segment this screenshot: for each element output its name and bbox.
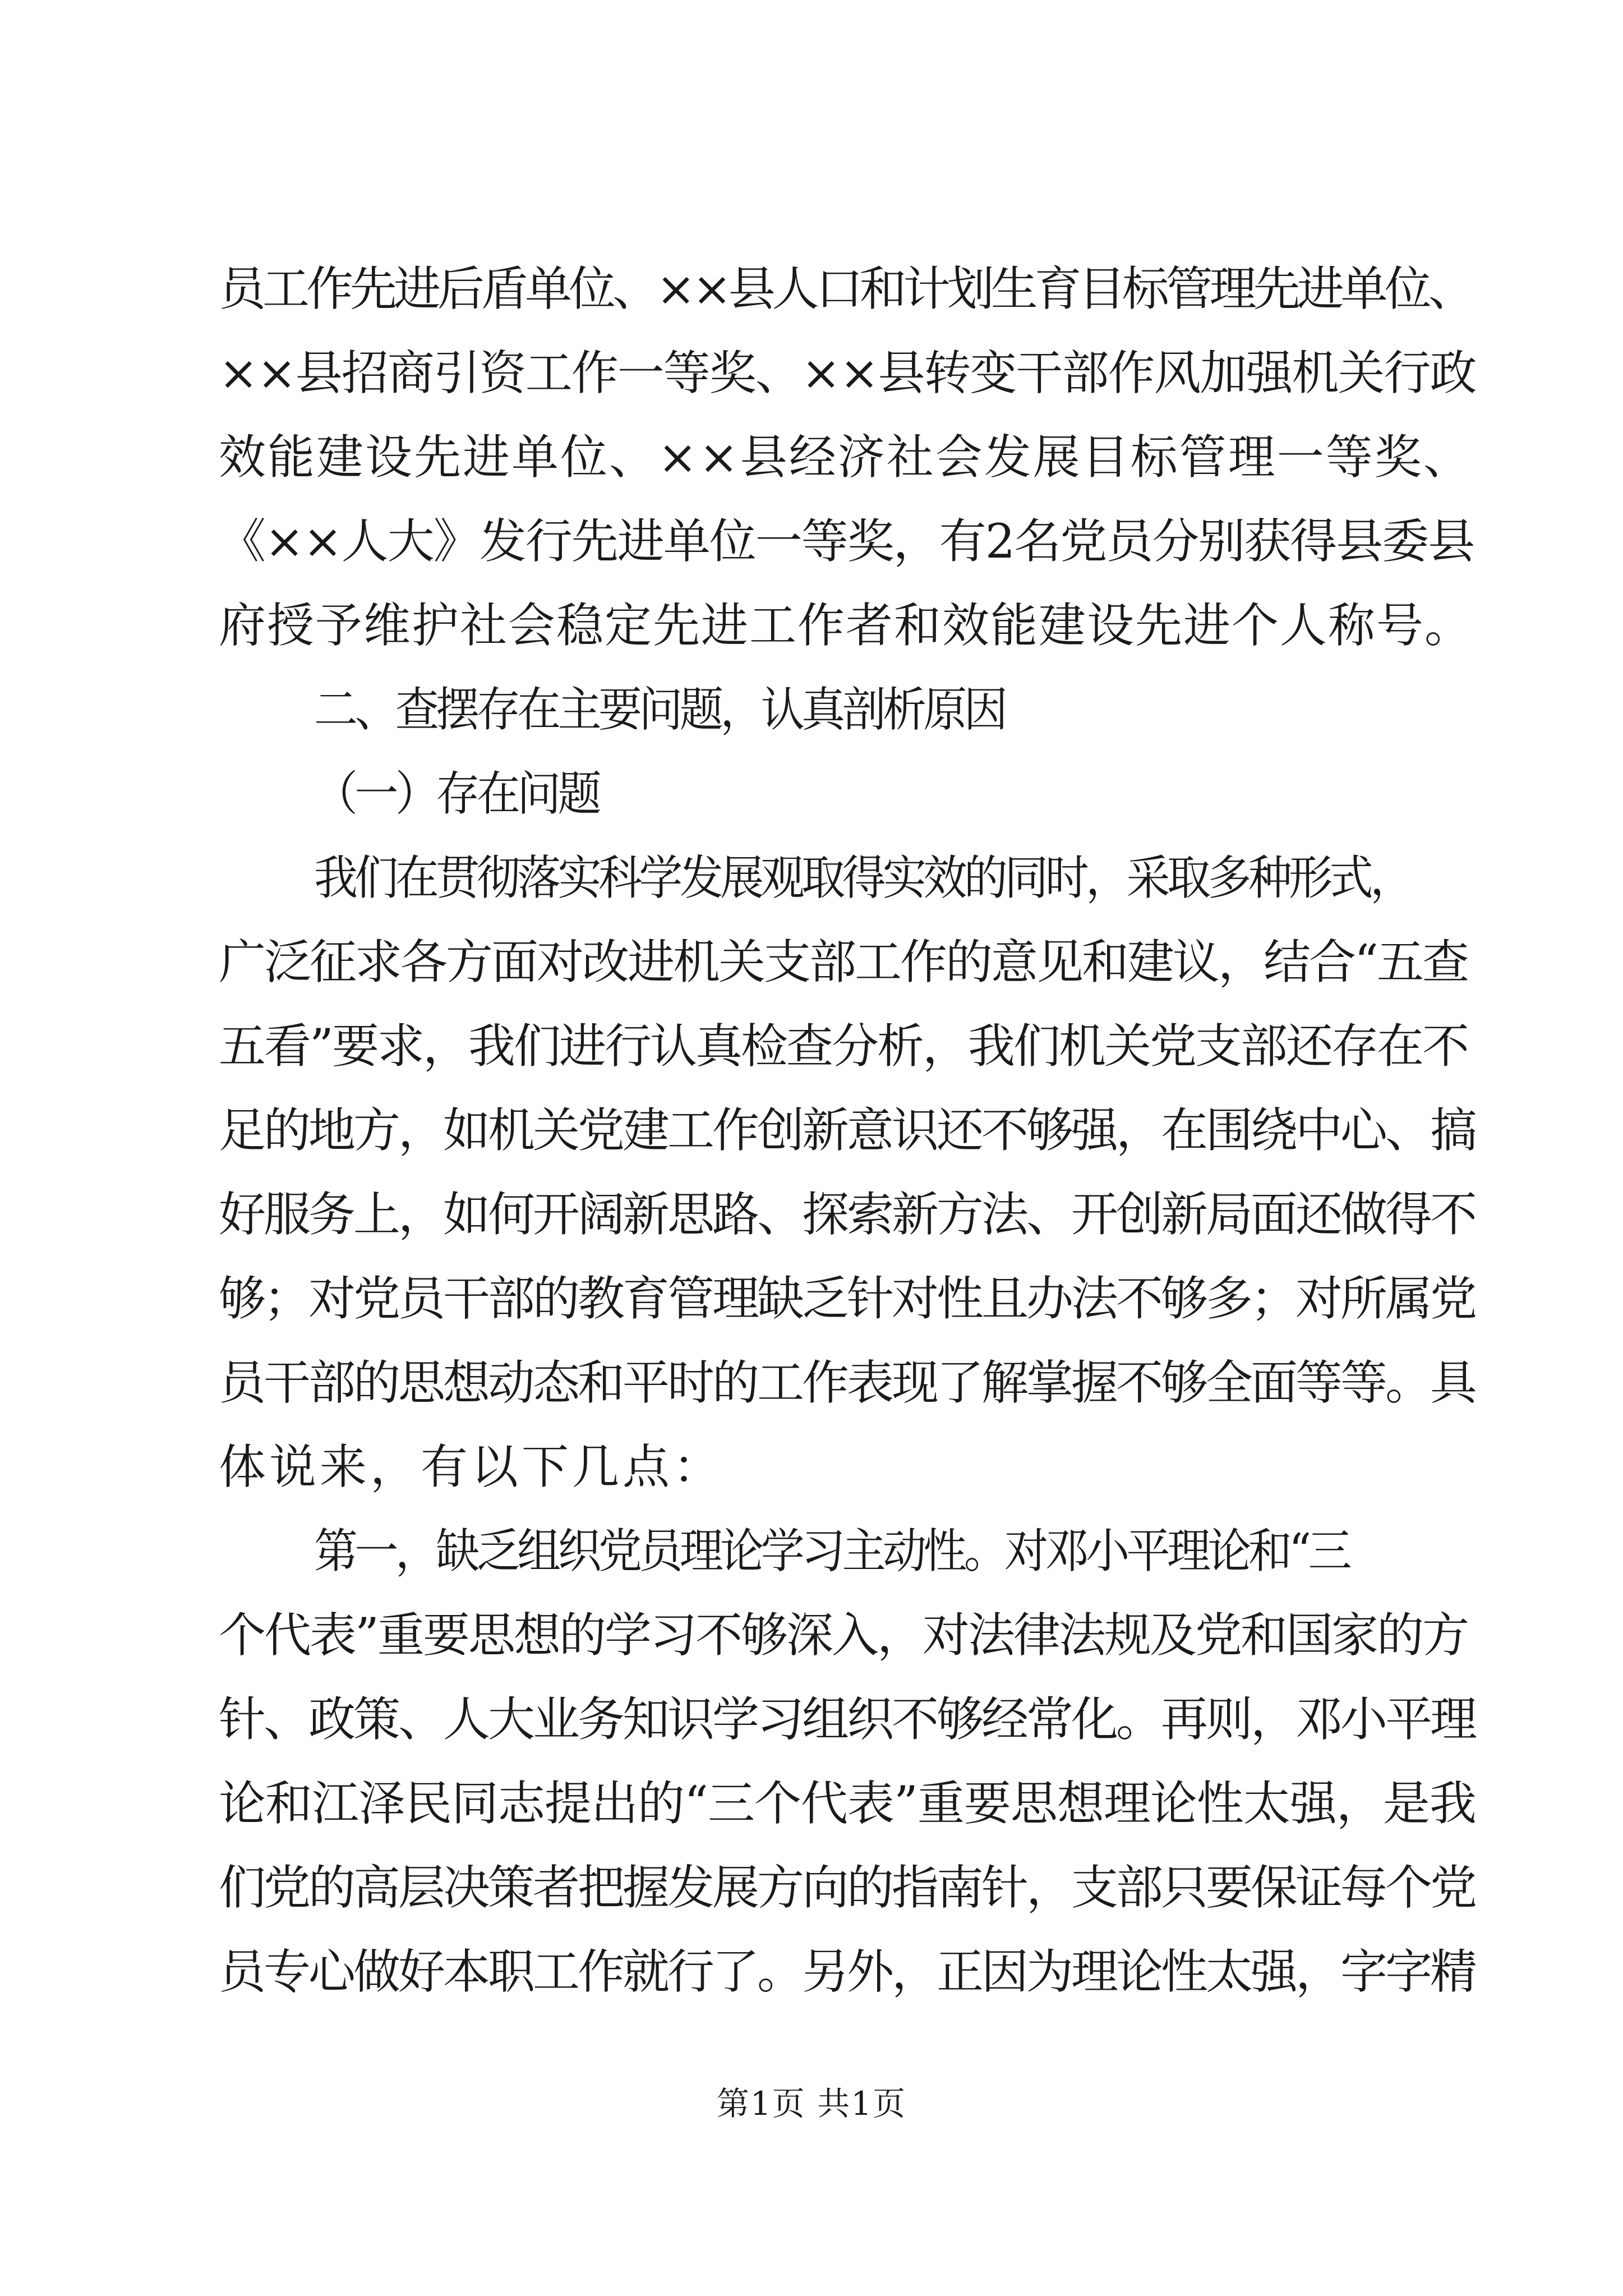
body-line: 个代表”重要思想的学习不够深入，对法律法规及党和国家的方 [219, 1608, 1468, 1663]
body-line: ××县招商引资工作一等奖、××县转变干部作风加强机关行政 [219, 346, 1476, 401]
body-line: 足的地方，如机关党建工作创新意识还不够强，在围绕中心、搞 [219, 1103, 1476, 1158]
body-line: 们党的高层决策者把握发展方向的指南针，支部只要保证每个党 [219, 1860, 1476, 1915]
body-line: 《××人大》发行先进单位一等奖，有2名党员分别获得县委县 [219, 514, 1474, 569]
body-line: 府授予维护社会稳定先进工作者和效能建设先进个人称号。 [219, 598, 1473, 653]
body-line: 广泛征求各方面对改进机关支部工作的意见和建议，结合“五查 [219, 935, 1468, 990]
body-line: 效能建设先进单位、××县经济社会发展目标管理一等奖、 [219, 430, 1472, 485]
body-line: 好服务上，如何开阔新思路、探索新方法、开创新局面还做得不 [219, 1187, 1476, 1242]
paragraph-start-line: 我们在贯彻落实科学发展观取得实效的同时，采取多种形式， [314, 850, 1411, 905]
body-line: 针、政策、人大业务知识学习组织不够经常化。再则，邓小平理 [219, 1692, 1476, 1747]
body-line: 够；对党员干部的教育管理缺乏针对性且办法不够多；对所属党 [219, 1271, 1476, 1326]
section-heading: 二、查摆存在主要问题，认真剖析原因 [314, 682, 1005, 737]
page-footer: 第1页 共1页 [716, 2085, 907, 2123]
body-line: 员专心做好本职工作就行了。另外，正因为理论性太强，字字精 [219, 1944, 1476, 1999]
subsection-heading: （一）存在问题 [314, 766, 599, 821]
body-line: 论和江泽民同志提出的“三个代表”重要思想理论性太强，是我 [219, 1776, 1476, 1831]
body-line: 五看”要求，我们进行认真检查分析，我们机关党支部还存在不 [219, 1019, 1468, 1074]
body-line: 员干部的思想动态和平时的工作表现了解掌握不够全面等等。具 [219, 1355, 1476, 1410]
paragraph-start-line: 第一，缺乏组织党员理论学习主动性。对邓小平理论和“三 [314, 1524, 1349, 1579]
body-line: 体说来，有以下几点： [219, 1439, 724, 1494]
body-line: 员工作先进后盾单位、××县人口和计划生育目标管理先进单位、 [219, 261, 1472, 316]
